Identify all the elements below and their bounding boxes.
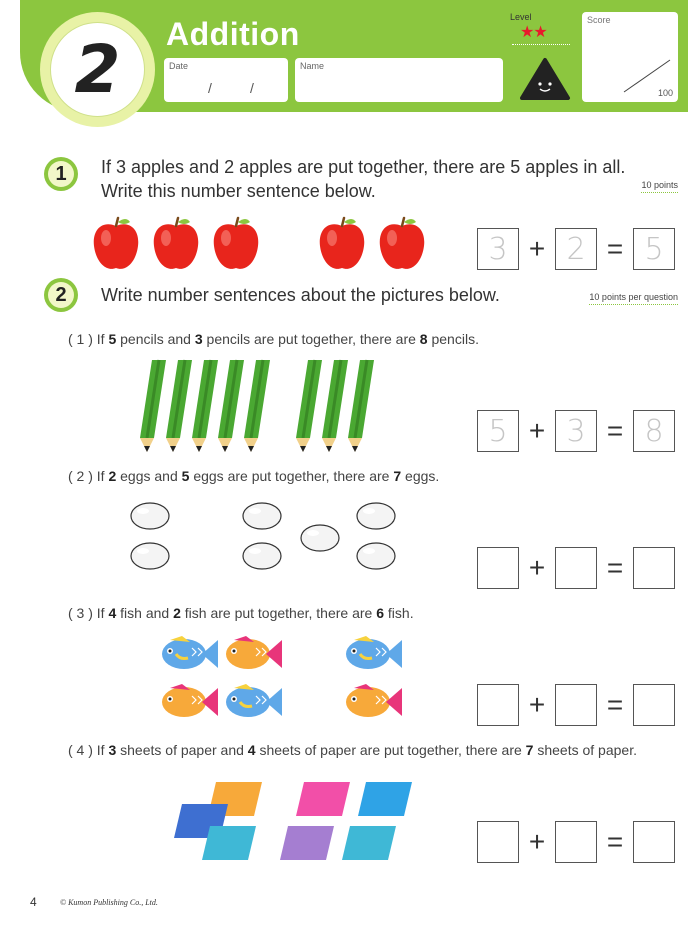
plus-sign: + [528,552,546,583]
sentence-part: pencils are put together, there are [202,331,420,347]
item-1-answer [477,410,675,452]
question-1-points: 10 points [641,180,678,193]
equals-sign: = [606,233,624,264]
answer-box-addend-2[interactable]: 2 [555,228,597,270]
sentence-number: 5 [181,468,190,484]
sentence-number: 6 [376,605,385,621]
answer-box-addend-2[interactable] [555,684,597,726]
page-title: Addition [166,16,300,52]
sentence-number: 3 [194,331,203,347]
question-2-points: 10 points per question [589,292,678,305]
answer-box-addend-1[interactable] [477,821,519,863]
equals-sign: = [606,552,624,583]
sentence-number: 4 [247,742,256,758]
sentence-part: fish and [116,605,174,621]
question-number-label: 2 [48,282,74,308]
fish-icon [346,636,402,669]
plus-sign: + [528,415,546,446]
sentence-part: eggs and [116,468,182,484]
sentence-number: 7 [393,468,402,484]
eggs-illustration [128,498,408,578]
item-1-sentence [68,331,479,347]
egg-icon [357,543,395,569]
sentence-number: 5 [108,331,117,347]
egg-icon [131,543,169,569]
score-label: Score [587,15,611,25]
item-label: ( 1 ) [68,331,93,347]
paper-sheet-icon [358,782,412,816]
answer-box-addend-2[interactable] [555,821,597,863]
sentence-part: pencils. [427,331,479,347]
pencil-icon [244,360,270,452]
item-3-sentence [68,605,414,621]
plus-sign: + [528,826,546,857]
answer-box-addend-2[interactable] [555,547,597,589]
pencil-icon [322,360,348,452]
paper-sheet-icon [280,826,334,860]
answer-box-sum[interactable]: 8 [633,410,675,452]
question-number-label: 1 [48,161,74,187]
answer-box-sum[interactable] [633,547,675,589]
sentence-part: sheets of paper are put together, there are [255,742,526,758]
unit-number: 2 [74,31,121,108]
level-divider [512,44,570,45]
page-number: 4 [30,895,37,909]
sentence-part: fish are put together, there are [180,605,377,621]
date-field[interactable] [164,58,288,102]
apple-icon [320,218,365,269]
plus-sign: + [528,689,546,720]
pencil-icon [348,360,374,452]
sentence-number: 4 [108,605,117,621]
pencil-icon [296,360,322,452]
sentence-part: eggs. [401,468,440,484]
paper-sheets-illustration [170,776,420,868]
sentence-part: sheets of paper and [116,742,248,758]
sentence-part: If [96,605,109,621]
date-separator: / [208,80,212,96]
answer-box-addend-2[interactable]: 3 [555,410,597,452]
fish-icon [226,636,282,669]
answer-box-sum[interactable] [633,684,675,726]
sentence-number: 2 [108,468,117,484]
egg-icon [243,543,281,569]
egg-icon [243,503,281,529]
question-1-line-1: If 3 apples and 2 apples are put together, there are 5 apples in all. [101,157,626,177]
answer-box-addend-1[interactable] [477,684,519,726]
paper-sheet-icon [342,826,396,860]
sentence-part: eggs are put together, there are [189,468,394,484]
equals-sign: = [606,689,624,720]
sentence-number: 8 [419,331,428,347]
sentence-part: pencils and [116,331,195,347]
question-1-number [44,157,78,191]
answer-box-addend-1[interactable]: 3 [477,228,519,270]
answer-box-sum[interactable] [633,821,675,863]
sentence-number: 3 [108,742,117,758]
egg-icon [301,525,339,551]
date-separator: / [250,80,254,96]
sentence-part: fish. [384,605,414,621]
paper-sheet-icon [296,782,350,816]
date-label: Date [169,61,189,71]
answer-box-addend-1[interactable] [477,547,519,589]
question-2-text: Write number sentences about the pictures below. [101,285,500,305]
sentence-part: If [96,742,109,758]
item-4-sentence [68,742,637,758]
question-1-line-2: Write this number sentence below. [101,181,376,201]
item-2-answer [477,547,675,589]
score-box[interactable] [582,12,678,102]
equals-sign: = [606,826,624,857]
egg-icon [357,503,395,529]
pencil-icon [166,360,192,452]
equals-sign: = [606,415,624,446]
fish-icon [162,636,218,669]
level-stars: ★★ [520,24,547,41]
copyright: © Kumon Publishing Co., Ltd. [60,898,158,907]
plus-sign: + [528,233,546,264]
answer-box-sum[interactable]: 5 [633,228,675,270]
question-1-answer [477,228,675,270]
pencil-icon [140,360,166,452]
apple-icon [214,218,259,269]
apple-icon [380,218,425,269]
name-label: Name [300,61,325,71]
item-3-answer [477,684,675,726]
sentence-part: If [96,468,109,484]
fish-icon [162,684,218,717]
score-max: 100 [657,88,673,98]
name-field[interactable] [295,58,503,102]
sentence-number: 2 [173,605,181,621]
fish-icon [346,684,402,717]
apples-illustration [92,212,437,272]
item-2-sentence [68,468,439,484]
sentence-part: If [96,331,109,347]
apple-icon [154,218,199,269]
egg-icon [131,503,169,529]
pencil-icon [192,360,218,452]
fish-icon [226,684,282,717]
sentence-part: sheets of paper. [533,742,637,758]
pencil-icon [218,360,244,452]
item-label: ( 3 ) [68,605,93,621]
paper-sheet-icon [202,826,256,860]
answer-box-addend-1[interactable]: 5 [477,410,519,452]
pencils-illustration [138,356,398,456]
triangle-mascot-icon [519,56,571,102]
level-label: Level [510,12,532,22]
question-2-number [44,278,78,312]
item-label: ( 4 ) [68,742,93,758]
apple-icon [94,218,139,269]
sentence-number: 7 [525,742,534,758]
fish-illustration [158,630,408,726]
item-4-answer [477,821,675,863]
item-label: ( 2 ) [68,468,93,484]
